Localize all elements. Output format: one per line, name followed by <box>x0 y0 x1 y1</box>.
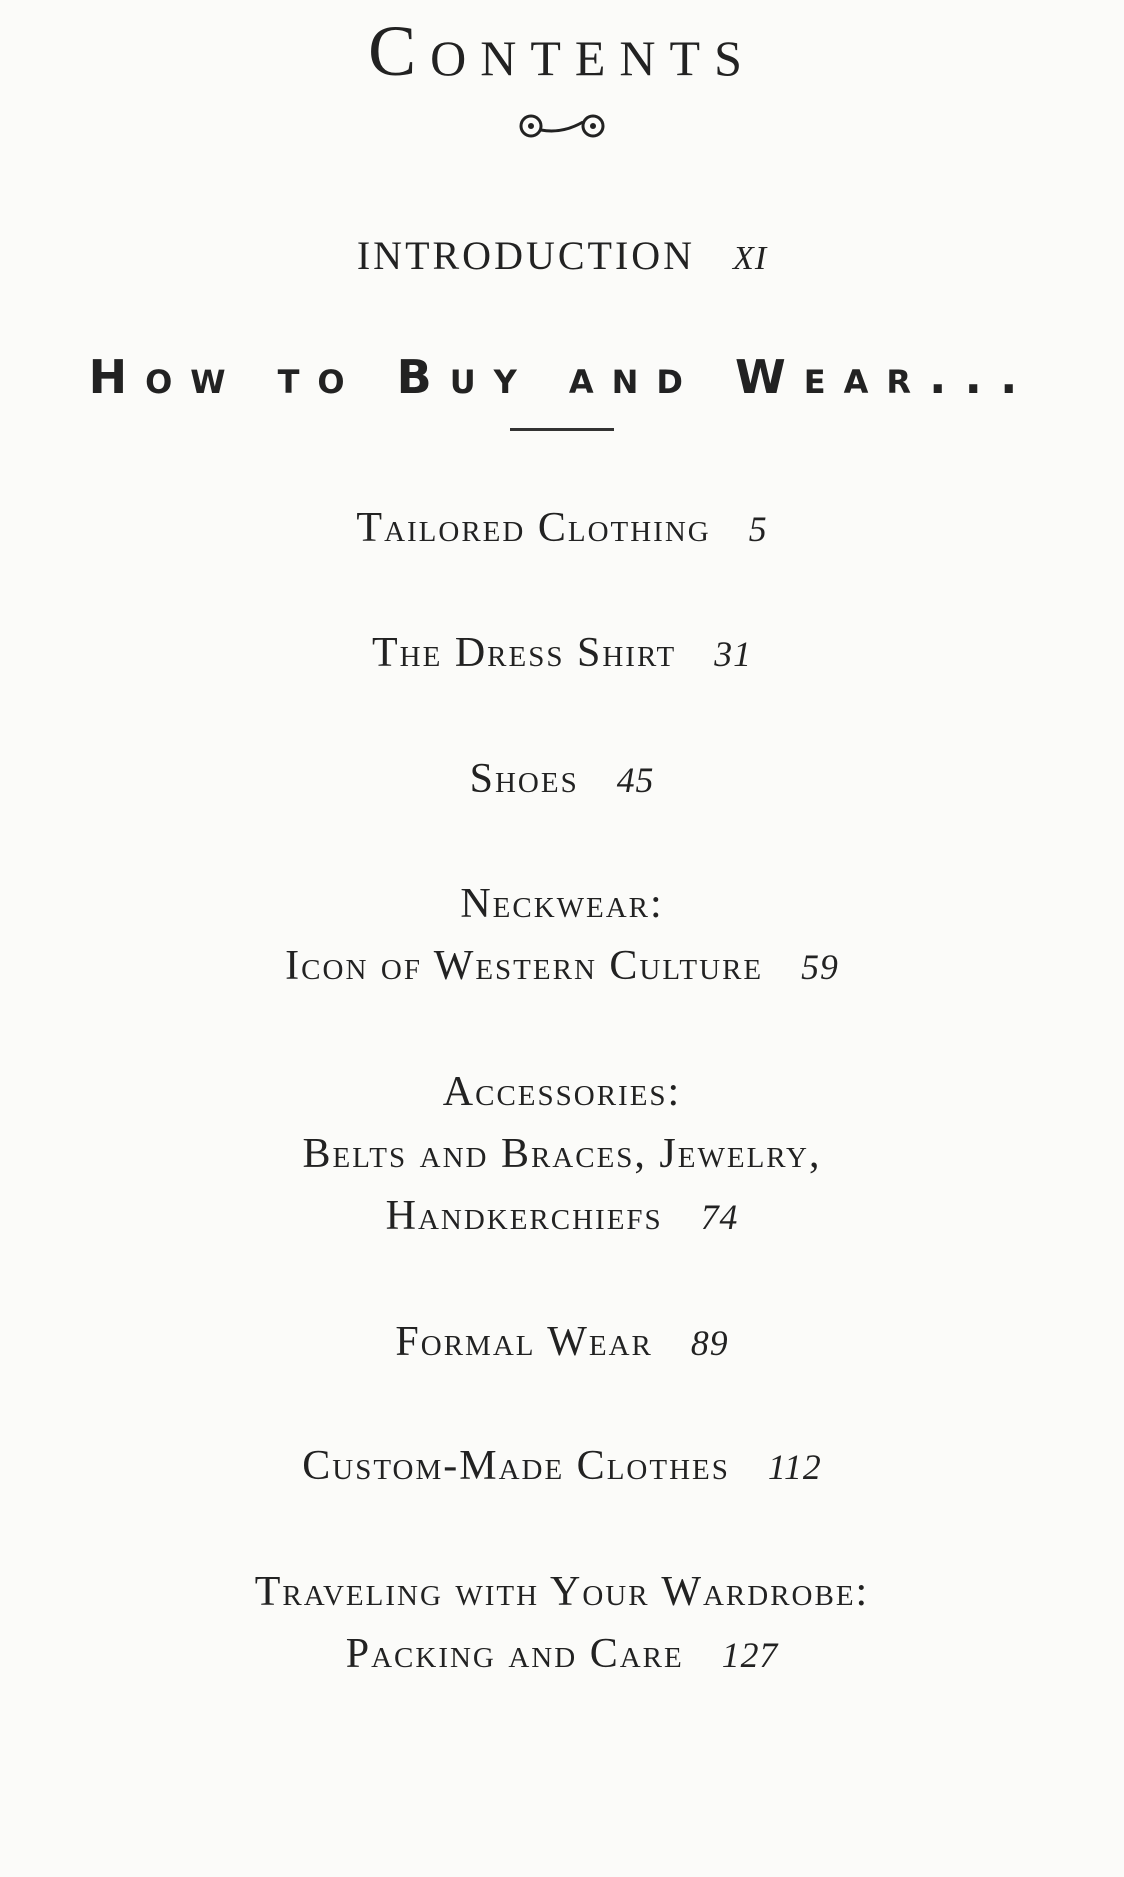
entry-label: Handkerchiefs <box>385 1193 663 1239</box>
flourish-ornament-icon <box>517 112 607 140</box>
page-number: 59 <box>801 947 839 987</box>
page-number: 31 <box>714 634 752 674</box>
toc-entry-traveling[interactable] <box>0 1561 1124 1686</box>
page-number: 74 <box>700 1197 739 1237</box>
entry-label: Traveling with Your Wardrobe: <box>254 1569 870 1615</box>
page-number: 89 <box>690 1323 729 1363</box>
entry-label: Custom-Made Clothes <box>302 1443 730 1489</box>
entry-label: Icon of Western Culture <box>285 943 764 989</box>
toc-entry-shoes[interactable] <box>0 748 1124 811</box>
entry-label: Neckwear: <box>460 881 664 927</box>
page-number: 127 <box>721 1635 779 1675</box>
entry-label: Tailored Clothing <box>356 505 711 551</box>
toc-entry-neckwear[interactable] <box>0 873 1124 998</box>
toc-entry-tailored-clothing[interactable] <box>0 497 1124 560</box>
entry-label: Formal Wear <box>395 1319 653 1365</box>
divider-rule <box>510 428 614 431</box>
entry-label: Accessories: <box>442 1069 682 1115</box>
page-number: 45 <box>616 760 655 800</box>
entry-label: Shoes <box>469 756 579 802</box>
toc-entry-custom-made-clothes[interactable] <box>0 1435 1124 1498</box>
entry-label: INTRODUCTION <box>356 233 696 278</box>
toc-entry-formal-wear[interactable] <box>0 1311 1124 1374</box>
toc-entry-introduction[interactable] <box>0 232 1124 280</box>
page-number: 5 <box>748 509 768 549</box>
toc-entry-dress-shirt[interactable] <box>0 622 1124 685</box>
entry-label: Packing and Care <box>345 1631 684 1677</box>
page-number: 112 <box>767 1447 822 1487</box>
entry-label: Belts and Braces, Jewelry, <box>302 1131 822 1177</box>
page-title: Contents <box>368 11 756 91</box>
toc-entry-accessories[interactable] <box>0 1061 1124 1248</box>
page-number: XI <box>733 240 768 277</box>
section-heading: How to Buy and Wear... <box>88 350 1036 404</box>
entry-label: The Dress Shirt <box>372 630 677 676</box>
